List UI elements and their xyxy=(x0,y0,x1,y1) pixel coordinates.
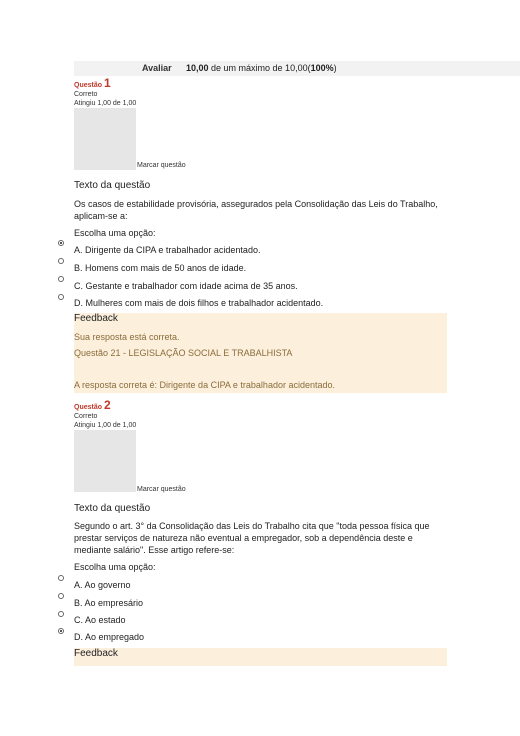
question-2-flag-label[interactable]: Marcar questão xyxy=(137,486,186,493)
question-1-radio-a[interactable] xyxy=(58,240,64,246)
question-2-section-title: Texto da questão xyxy=(74,503,151,514)
grade-value xyxy=(186,61,337,76)
question-2-feedback-panel xyxy=(74,648,447,666)
question-1-radio-d[interactable] xyxy=(58,294,64,300)
question-2-number: 2 xyxy=(103,398,111,412)
question-1-feedback-source: Questão 21 - LEGISLAÇÃO SOCIAL E TRABALHISTA xyxy=(74,348,293,358)
question-1-number: 1 xyxy=(103,76,111,90)
question-1-feedback-answer: A resposta correta é: Dirigente da CIPA e trabalhador acidentado. xyxy=(74,380,335,390)
question-1-radio-b[interactable] xyxy=(58,258,64,264)
question-2-radio-c[interactable] xyxy=(58,611,64,617)
grade-summary-row xyxy=(74,61,520,76)
question-2-flag-icon[interactable] xyxy=(74,430,136,492)
question-2-choose-label: Escolha uma opção: xyxy=(74,562,156,572)
question-2-feedback-title: Feedback xyxy=(74,648,118,659)
question-2-grade: Atingiu 1,00 de 1,00 xyxy=(74,422,137,429)
question-2-text: Segundo o art. 3° da Consolidação das Leis do Trabalho cita que "toda pessoa física que prestar serviços de natureza não eventual a empregador, sob a dependência deste e mediante salário". Esse artigo refere-se: xyxy=(74,521,430,555)
question-2-status: Correto xyxy=(74,413,98,420)
question-1-flag-label[interactable]: Marcar questão xyxy=(137,162,186,169)
question-2-radio-d[interactable] xyxy=(58,628,64,634)
question-1-label: Questão xyxy=(74,82,103,89)
question-1-heading xyxy=(74,76,111,90)
grade-score: 10,00 xyxy=(186,63,209,73)
question-1-feedback-title: Feedback xyxy=(74,313,118,324)
question-2-label: Questão xyxy=(74,404,103,411)
question-2-heading xyxy=(74,398,111,412)
question-1-option-d[interactable]: D. Mulheres com mais de dois filhos e trabalhador acidentado. xyxy=(74,298,324,308)
question-1-flag-icon[interactable] xyxy=(74,108,136,170)
question-1-option-b[interactable]: B. Homens com mais de 50 anos de idade. xyxy=(74,263,247,273)
grade-text-end: ) xyxy=(333,63,337,73)
question-1-choose-label: Escolha uma opção: xyxy=(74,228,156,238)
question-2-option-b[interactable]: B. Ao empresário xyxy=(74,598,144,608)
question-2-radio-a[interactable] xyxy=(58,575,64,581)
question-1-radio-c[interactable] xyxy=(58,276,64,282)
question-1-option-a[interactable]: A. Dirigente da CIPA e trabalhador acidentado. xyxy=(74,245,261,255)
grade-percent: 100% xyxy=(310,63,334,73)
question-2-option-c[interactable]: C. Ao estado xyxy=(74,615,126,625)
question-1-grade: Atingiu 1,00 de 1,00 xyxy=(74,100,137,107)
question-1-feedback-result: Sua resposta está correta. xyxy=(74,332,180,342)
question-1-text: Os casos de estabilidade provisória, assegurados pela Consolidação das Leis do Trabalho, aplicam-se a: xyxy=(74,199,438,221)
question-2-option-d[interactable]: D. Ao empregado xyxy=(74,632,145,642)
grade-text-mid: de um máximo de 10,00( xyxy=(208,63,311,73)
question-1-option-c[interactable]: C. Gestante e trabalhador com idade acima de 35 anos. xyxy=(74,281,298,291)
question-1-section-title: Texto da questão xyxy=(74,180,151,191)
question-2-option-a[interactable]: A. Ao governo xyxy=(74,580,131,590)
question-2-radio-b[interactable] xyxy=(58,593,64,599)
question-1-status: Correto xyxy=(74,91,98,98)
grade-label: Avaliar xyxy=(142,63,172,73)
